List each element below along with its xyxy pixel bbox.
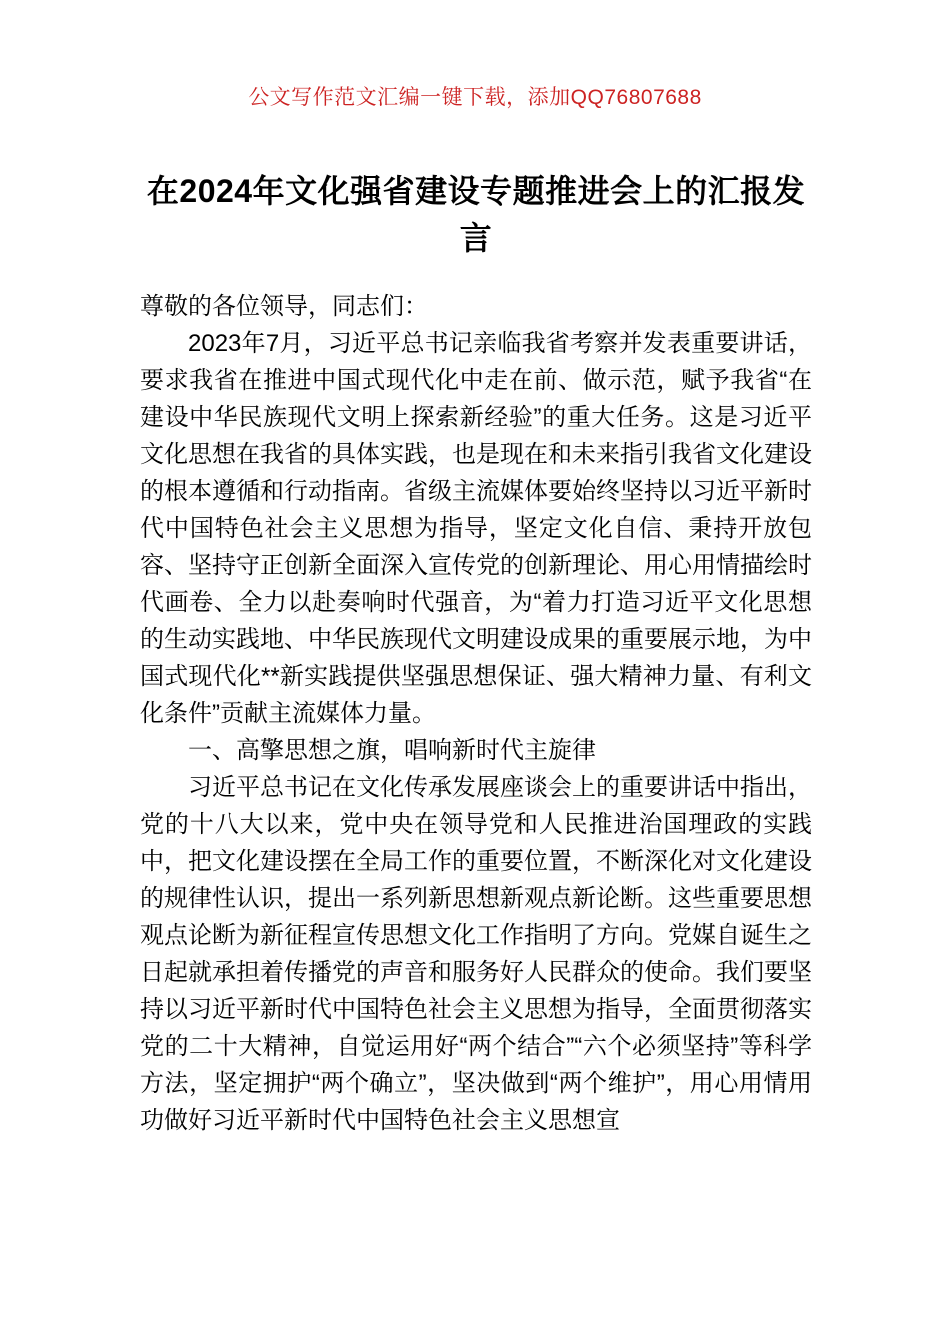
page-title: 在2024年文化强省建设专题推进会上的汇报发言 [146,173,806,256]
document-body [140,168,812,1139]
section-heading-1: 一、高擎思想之旗，唱响新时代主旋律 [188,737,596,764]
salutation: 尊敬的各位领导，同志们： [140,293,428,320]
promo-banner-text: 公文写作范文汇编一键下载，添加QQ76807688 [248,86,702,109]
paragraph-1: 2023年7月，习近平总书记亲临我省考察并发表重要讲话，要求我省在推进中国式现代化中走在前、做示范，赋予我省“在建设中华民族现代文明上探索新经验”的重大任务。这是习近平文化思想在我省的具体实践，也是现在和未来指引我省文化建设的根本遵循和行动指南。省级主流媒体要始终坚持以习近平新时代中国特色社会主义思想为指导，坚定文化自信、秉持开放包容、坚持守正创新全面深入宣传党的创新理论、用心用情描绘时代画卷、全力以赴奏响时代强音，为“着力打造习近平文化思想的生动实践地、中华民族现代文明建设成果的重要展示地，为中国式现代化**新实践提供坚强思想保证、强大精神力量、有利文化条件”贡献主流媒体力量。 [140,330,812,727]
paragraph-2: 习近平总书记在文化传承发展座谈会上的重要讲话中指出，党的十八大以来，党中央在领导党和人民推进治国理政的实践中，把文化建设摆在全局工作的重要位置，不断深化对文化建设的规律性认识，提出一系列新思想新观点新论断。这些重要思想观点论断为新征程宣传思想文化工作指明了方向。党媒自诞生之日起就承担着传播党的声音和服务好人民群众的使命。我们要坚持以习近平新时代中国特色社会主义思想为指导，全面贯彻落实党的二十大精神，自觉运用好“两个结合”“六个必须坚持”等科学方法，坚定拥护“两个确立”，坚决做到“两个维护”，用心用情用功做好习近平新时代中国特色社会主义思想宣 [140,774,812,1134]
